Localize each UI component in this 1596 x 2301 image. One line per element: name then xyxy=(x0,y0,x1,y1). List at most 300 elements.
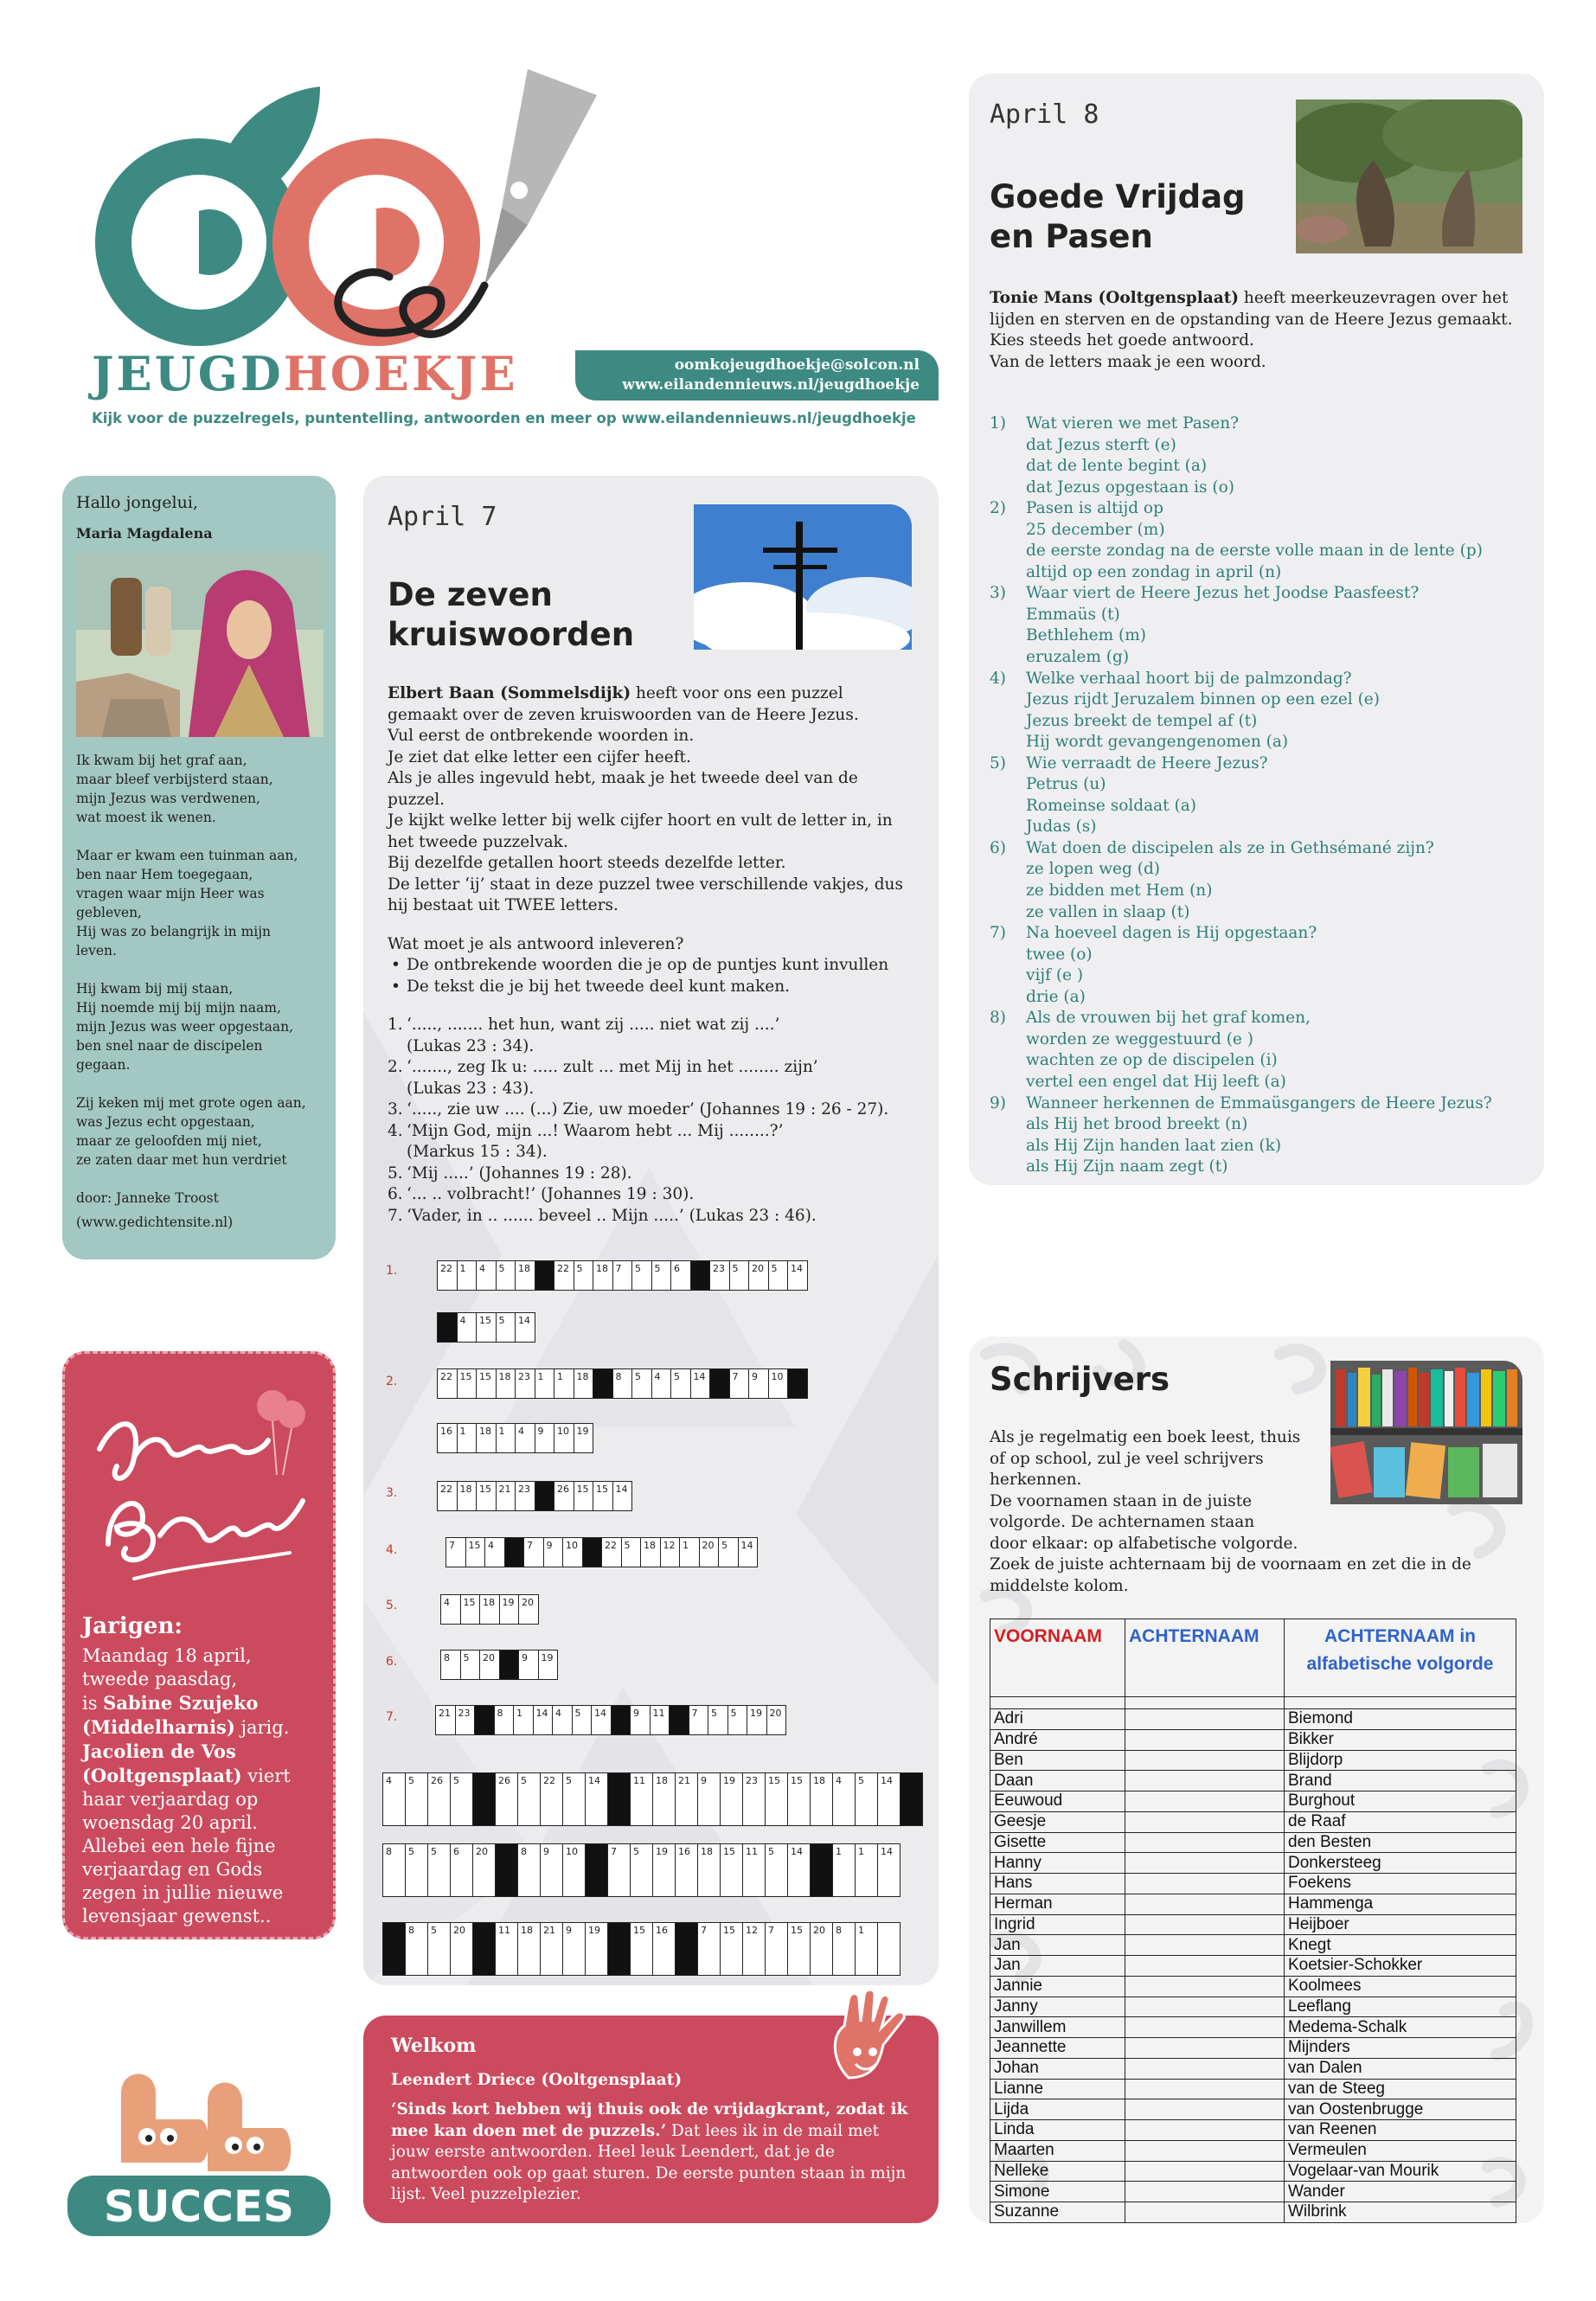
grid-cell[interactable]: 5 xyxy=(517,1772,541,1826)
grid-cell[interactable]: 9 xyxy=(543,1537,564,1567)
grid-cell[interactable]: 7 xyxy=(765,1922,788,1976)
grid-cell[interactable]: 9 xyxy=(535,1423,555,1453)
grid-cell[interactable]: 7 xyxy=(689,1705,709,1735)
achternaam-answer-cell[interactable] xyxy=(1125,2120,1285,2141)
table-row xyxy=(990,2017,1516,2038)
achternaam-answer-cell[interactable] xyxy=(1125,1956,1285,1977)
grid-cell[interactable]: 4 xyxy=(382,1772,406,1826)
crossword-grid-row xyxy=(383,1843,901,1897)
achternaam-answer-cell[interactable] xyxy=(1125,1791,1285,1812)
achternaam-alfabetisch-cell: Foekens xyxy=(1285,1874,1516,1894)
quiz-answer-option[interactable]: de eerste zondag na de eerste volle maan in de lente (p) xyxy=(1026,542,1483,561)
quiz-answer-option[interactable]: wachten ze op de discipelen (i) xyxy=(1026,1051,1278,1070)
grid-cell[interactable]: 26 xyxy=(495,1772,518,1826)
achternaam-alfabetisch-cell: van Oostenbrugge xyxy=(1285,2099,1516,2120)
grid-cell[interactable]: 8 xyxy=(405,1922,428,1976)
grid-cell[interactable]: 11 xyxy=(495,1922,518,1976)
grid-cell[interactable]: 7 xyxy=(612,1260,633,1291)
grid-cell[interactable]: 18 xyxy=(517,1922,541,1976)
grid-cell[interactable]: 8 xyxy=(517,1843,541,1897)
grid-cell[interactable]: 19 xyxy=(574,1423,594,1453)
grid-cell[interactable]: 11 xyxy=(630,1772,653,1826)
grid-cell[interactable]: 15 xyxy=(460,1594,481,1625)
achternaam-answer-cell[interactable] xyxy=(1125,1935,1285,1956)
grid-cell[interactable]: 4 xyxy=(515,1423,535,1453)
quiz-answer-option[interactable]: Petrus (u) xyxy=(1026,775,1106,794)
grid-cell[interactable]: 5 xyxy=(729,1260,750,1291)
achternaam-answer-cell[interactable] xyxy=(1125,2161,1285,2182)
grid-cell[interactable]: 7 xyxy=(697,1922,721,1976)
achternaam-alfabetisch-cell: van Dalen xyxy=(1285,2058,1516,2079)
crossword-grid-row xyxy=(383,1772,923,1826)
achternaam-alfabetisch-cell: Bikker xyxy=(1285,1729,1516,1750)
grid-cell[interactable]: 23 xyxy=(515,1368,535,1399)
grid-cell[interactable]: 20 xyxy=(699,1537,720,1567)
grid-cell[interactable]: 14 xyxy=(591,1705,612,1735)
achternaam-alfabetisch-cell: de Raaf xyxy=(1285,1811,1516,1832)
grid-cell[interactable]: 1 xyxy=(496,1423,516,1453)
table-row xyxy=(990,1956,1516,1977)
grid-cell[interactable]: 19 xyxy=(747,1705,767,1735)
achternaam-answer-cell[interactable] xyxy=(1125,2202,1285,2223)
grid-cell[interactable]: 5 xyxy=(427,1843,451,1897)
achternaam-answer-cell[interactable] xyxy=(1125,1750,1285,1771)
grid-cell[interactable]: 15 xyxy=(630,1922,653,1976)
grid-cell[interactable]: 22 xyxy=(437,1481,458,1511)
grid-cell[interactable]: 1 xyxy=(679,1537,700,1567)
grid-cell[interactable]: 19 xyxy=(720,1772,743,1826)
quiz-answer-option[interactable]: als Hij Zijn naam zegt (t) xyxy=(1026,1157,1228,1176)
grid-cell[interactable]: 16 xyxy=(675,1843,698,1897)
voornaam-cell: Gisette xyxy=(990,1832,1125,1853)
poem-author: door: Janneke Troost xyxy=(76,1190,219,1206)
grid-cell[interactable]: 18 xyxy=(457,1481,478,1511)
grid-cell-black xyxy=(535,1481,555,1511)
grid-cell[interactable]: 5 xyxy=(496,1312,516,1343)
crossword-bullets xyxy=(388,955,915,997)
poem-source[interactable]: (www.gedichtensite.nl) xyxy=(76,1215,234,1230)
grid-cell[interactable]: 5 xyxy=(405,1843,428,1897)
grid-cell[interactable]: 20 xyxy=(518,1594,539,1625)
crossword-grid-row xyxy=(436,1705,786,1735)
grid-cell[interactable]: 26 xyxy=(554,1481,574,1511)
welkom-name: Leendert Driece (Ooltgensplaat) xyxy=(391,2071,683,2089)
achternaam-answer-cell[interactable] xyxy=(1125,1811,1285,1832)
quiz-question-number: 6) xyxy=(990,838,1006,857)
grid-cell[interactable] xyxy=(877,1922,901,1976)
quiz-answer-option[interactable]: dat de lente begint (a) xyxy=(1026,457,1208,476)
grid-cell[interactable]: 14 xyxy=(787,1843,811,1897)
table-row xyxy=(990,1771,1516,1791)
grid-cell[interactable]: 10 xyxy=(768,1368,789,1399)
grid-cell[interactable]: 14 xyxy=(877,1772,901,1826)
achternaam-answer-cell[interactable] xyxy=(1125,1832,1285,1853)
achternaam-answer-cell[interactable] xyxy=(1125,2182,1285,2202)
grid-cell[interactable]: 1 xyxy=(513,1705,534,1735)
grid-cell[interactable]: 14 xyxy=(877,1843,901,1897)
crossword-grid-row xyxy=(438,1368,808,1399)
quiz-answer-option[interactable]: ze lopen weg (d) xyxy=(1026,860,1161,879)
grid-cell[interactable]: 20 xyxy=(810,1922,833,1976)
grid-cell[interactable]: 15 xyxy=(476,1481,497,1511)
quiz-answer-option[interactable]: Emmaüs (t) xyxy=(1026,605,1120,624)
grid-cell[interactable]: 20 xyxy=(766,1705,787,1735)
grid-cell[interactable]: 10 xyxy=(562,1537,583,1567)
poem-stanza-2 xyxy=(76,846,322,960)
achternaam-answer-cell[interactable] xyxy=(1125,2079,1285,2099)
grid-cell[interactable]: 7 xyxy=(607,1843,631,1897)
quiz-answer-option[interactable]: vertel een engel dat Hij leeft (a) xyxy=(1026,1072,1286,1091)
achternaam-alfabetisch-cell: Mijnders xyxy=(1285,2038,1516,2059)
table-row xyxy=(990,1853,1516,1874)
quiz-answer-option[interactable]: als Hij het brood breekt (n) xyxy=(1026,1115,1248,1134)
grid-cell-black xyxy=(593,1368,613,1399)
grid-cell[interactable]: 9 xyxy=(540,1843,563,1897)
birthday-name-2: Jacolien de Vos (Ooltgensplaat) xyxy=(82,1740,242,1786)
quiz-question-number: 2) xyxy=(990,499,1006,518)
grid-cell[interactable]: 20 xyxy=(450,1922,473,1976)
poem-stanza-4 xyxy=(76,1093,322,1170)
table-row xyxy=(990,1709,1516,1730)
quiz-answer-option[interactable]: 25 december (m) xyxy=(1026,520,1165,539)
column-header-alfabetisch: ACHTERNAAM in alfabetische volgorde xyxy=(1285,1619,1516,1697)
grid-cell[interactable]: 18 xyxy=(515,1260,535,1291)
crossword-grid-row xyxy=(438,1423,593,1453)
quiz-question xyxy=(990,413,1526,435)
grid-cell[interactable]: 10 xyxy=(554,1423,574,1453)
grid-cell[interactable]: 12 xyxy=(742,1922,766,1976)
grid-cell[interactable]: 15 xyxy=(787,1922,811,1976)
voornaam-cell: Ben xyxy=(990,1750,1125,1771)
crossword-line: Als je alles ingevuld hebt, maak je het tweede deel van de puzzel. xyxy=(388,769,858,809)
poem-line: ze zaten daar met hun verdriet xyxy=(76,1152,287,1168)
welkom-rest: Dat lees ik in de mail met jouw eerste antwoorden. Heel leuk Leendert, dat je de antwoorden ook op gaat sturen. De eerste punten staan in mijn lijst. Veel puzzelplezier. xyxy=(391,2121,907,2203)
poem-line: wat moest ik wenen. xyxy=(76,810,216,825)
grid-cell[interactable]: 6 xyxy=(450,1843,473,1897)
achternaam-alfabetisch-cell: Koetsier-Schokker xyxy=(1285,1956,1516,1977)
grid-cell[interactable]: 15 xyxy=(457,1368,478,1399)
crossword-question: Wat moet je als antwoord inleveren? xyxy=(388,934,684,953)
crossword-clue-1: 1. ‘....., ....... het hun, want zij ..... niet wat zij ....’ (Lukas 23 : 34). xyxy=(388,1016,780,1055)
grid-cell[interactable]: 21 xyxy=(435,1705,456,1735)
grid-cell[interactable]: 22 xyxy=(437,1260,458,1291)
grid-cell[interactable]: 5 xyxy=(621,1537,642,1567)
quiz-question xyxy=(990,1093,1526,1115)
voornaam-cell: Janny xyxy=(990,1997,1125,2017)
grid-cell[interactable]: 7 xyxy=(445,1537,466,1567)
table-row xyxy=(990,1914,1516,1935)
achternaam-answer-cell[interactable] xyxy=(1125,2058,1285,2079)
grid-cell[interactable]: 14 xyxy=(738,1537,759,1567)
grid-cell[interactable]: 5 xyxy=(855,1772,878,1826)
grid-cell[interactable]: 1 xyxy=(832,1843,856,1897)
birthday-text-2: tweede paasdag, xyxy=(82,1669,238,1689)
quiz-answer-option[interactable]: Bethlehem (m) xyxy=(1026,626,1147,645)
poem-line: maar ze geloofden mij niet, xyxy=(76,1133,262,1149)
grid-cell[interactable]: 18 xyxy=(652,1772,676,1826)
table-row xyxy=(990,2038,1516,2059)
grid-cell[interactable]: 4 xyxy=(457,1312,478,1343)
grid-cell[interactable]: 18 xyxy=(697,1843,721,1897)
table-row xyxy=(990,1894,1516,1914)
grid-cell[interactable]: 5 xyxy=(670,1368,691,1399)
voornaam-cell: Herman xyxy=(990,1894,1125,1914)
poem-line: leven. xyxy=(76,943,117,958)
achternaam-answer-cell[interactable] xyxy=(1125,1894,1285,1914)
quiz-answer-option[interactable]: vijf (e ) xyxy=(1026,966,1084,985)
grid-cell[interactable]: 23 xyxy=(515,1481,535,1511)
quiz-question-number: 7) xyxy=(990,924,1006,943)
grid-cell[interactable]: 18 xyxy=(476,1423,497,1453)
schrijvers-panel xyxy=(969,1336,1544,2223)
grid-cell[interactable]: 5 xyxy=(405,1772,428,1826)
quiz-question-number: 4) xyxy=(990,669,1006,688)
grid-cell[interactable]: 14 xyxy=(515,1312,535,1343)
grid-cell[interactable]: 21 xyxy=(675,1772,698,1826)
grid-cell-black xyxy=(669,1705,689,1735)
crossword-grid-row xyxy=(438,1312,535,1343)
quiz-answer-option[interactable]: Romeinse soldaat (a) xyxy=(1026,796,1196,815)
grid-cell[interactable]: 18 xyxy=(479,1594,500,1625)
crossword-clues xyxy=(388,1015,915,1227)
quiz-answer-option[interactable]: twee (o) xyxy=(1026,945,1093,964)
crossword-bullet: • De tekst die je bij het tweede deel kunt maken. xyxy=(388,977,915,998)
grid-cell[interactable]: 5 xyxy=(765,1843,788,1897)
grid-cell[interactable]: 5 xyxy=(574,1260,594,1291)
grid-cell[interactable]: 21 xyxy=(496,1481,516,1511)
grid-cell[interactable]: 20 xyxy=(479,1650,500,1680)
grid-cell[interactable]: 19 xyxy=(652,1843,676,1897)
grid-cell[interactable]: 11 xyxy=(742,1843,766,1897)
voornaam-cell: Jan xyxy=(990,1935,1125,1956)
grid-cell[interactable]: 22 xyxy=(437,1368,458,1399)
grid-cell[interactable]: 14 xyxy=(585,1772,608,1826)
grid-cell[interactable]: 15 xyxy=(574,1481,594,1511)
poem-stanza-3 xyxy=(76,979,322,1074)
achternaam-answer-cell[interactable] xyxy=(1125,1976,1285,1997)
grid-cell[interactable]: 18 xyxy=(593,1260,613,1291)
grid-cell[interactable]: 4 xyxy=(552,1705,573,1735)
grid-cell[interactable]: 15 xyxy=(720,1843,743,1897)
achternaam-alfabetisch-cell: van de Steeg xyxy=(1285,2079,1516,2099)
voornaam-cell: Hanny xyxy=(990,1853,1125,1874)
achternaam-answer-cell[interactable] xyxy=(1125,1997,1285,2017)
grid-cell[interactable]: 12 xyxy=(660,1537,681,1567)
grid-cell[interactable]: 26 xyxy=(427,1772,451,1826)
quiz-answer-option[interactable]: worden ze weggestuurd (e ) xyxy=(1026,1029,1253,1048)
logo-title-jeugd: JEUGD xyxy=(92,346,284,401)
table-row xyxy=(990,2120,1516,2141)
grid-cell[interactable]: 15 xyxy=(593,1481,613,1511)
crossword-title-line2: kruiswoorden xyxy=(388,616,635,653)
grid-cell[interactable]: 1 xyxy=(535,1368,555,1399)
grid-cell[interactable]: 8 xyxy=(612,1368,633,1399)
quiz-answer-option[interactable]: dat Jezus sterft (e) xyxy=(1026,435,1176,454)
grid-cell[interactable]: 9 xyxy=(518,1650,539,1680)
grid-cell[interactable]: 1 xyxy=(457,1260,478,1291)
quiz-intro-rest: heeft meerkeuzevragen over het lijden en sterven en de opstanding van de Heere Jezus gemaakt. xyxy=(990,289,1513,329)
grid-cell[interactable]: 5 xyxy=(727,1705,748,1735)
grid-cell[interactable]: 23 xyxy=(709,1260,730,1291)
contact-email[interactable]: oomkojeugdhoekje@solcon.nl xyxy=(674,356,920,374)
grid-cell[interactable]: 18 xyxy=(496,1368,516,1399)
grid-cell[interactable]: 4 xyxy=(484,1537,505,1567)
grid-cell[interactable]: 14 xyxy=(690,1368,711,1399)
logo-ring-teal-icon xyxy=(95,138,303,346)
grid-cell[interactable]: 18 xyxy=(574,1368,594,1399)
quiz-answer-option[interactable]: dat Jezus opgestaan is (o) xyxy=(1026,478,1235,497)
grid-cell[interactable]: 8 xyxy=(440,1650,461,1680)
quiz-answer-option[interactable]: Hij wordt gevangengenomen (a) xyxy=(1026,733,1289,752)
grid-cell[interactable]: 1 xyxy=(554,1368,574,1399)
contact-website[interactable]: www.eilandennieuws.nl/jeugdhoekje xyxy=(622,376,920,394)
grid-cell[interactable]: 14 xyxy=(612,1481,633,1511)
grid-cell[interactable]: 18 xyxy=(640,1537,661,1567)
grid-cell[interactable]: 18 xyxy=(810,1772,833,1826)
table-row xyxy=(990,2202,1516,2223)
crossword-clue-3: 3. ‘....., zie uw .... (...) Zie, uw moeder’ (Johannes 19 : 26 - 27). xyxy=(388,1100,889,1118)
grid-cell-black xyxy=(499,1650,520,1680)
grid-cell[interactable]: 10 xyxy=(562,1843,586,1897)
grid-cell[interactable]: 5 xyxy=(651,1260,672,1291)
quiz-panel xyxy=(969,74,1544,1185)
grid-cell[interactable]: 8 xyxy=(494,1705,515,1735)
voornaam-cell: Lijda xyxy=(990,2099,1125,2120)
grid-cell[interactable]: 9 xyxy=(697,1772,721,1826)
grid-cell[interactable]: 23 xyxy=(742,1772,766,1826)
quiz-answer-option[interactable]: ze vallen in slaap (t) xyxy=(1026,902,1190,921)
achternaam-answer-cell[interactable] xyxy=(1125,2140,1285,2161)
grid-cell[interactable]: 7 xyxy=(729,1368,750,1399)
succes-label: SUCCES xyxy=(103,2182,295,2232)
grid-cell[interactable]: 1 xyxy=(855,1843,878,1897)
voornaam-cell: Jannie xyxy=(990,1976,1125,1997)
quiz-answer-option[interactable]: als Hij Zijn handen laat zien (k) xyxy=(1026,1136,1282,1155)
achternaam-alfabetisch-cell: Vogelaar-van Mourik xyxy=(1285,2161,1516,2182)
quiz-question xyxy=(990,669,1526,690)
grid-cell[interactable]: 9 xyxy=(562,1922,586,1976)
grid-cell[interactable]: 19 xyxy=(538,1650,559,1680)
grid-cell[interactable]: 16 xyxy=(652,1922,676,1976)
poem-line: maar bleef verbijsterd staan, xyxy=(76,772,273,787)
grid-cell-black xyxy=(607,1922,631,1976)
quiz-question xyxy=(990,923,1526,945)
grid-cell[interactable]: 14 xyxy=(533,1705,554,1735)
grid-cell[interactable]: 1 xyxy=(457,1423,478,1453)
grid-cell-black xyxy=(607,1772,631,1826)
quiz-answer-option[interactable]: ze bidden met Hem (n) xyxy=(1026,881,1213,901)
poem-line: Zij keken mij met grote ogen aan, xyxy=(76,1095,306,1111)
grid-cell[interactable]: 4 xyxy=(832,1772,856,1826)
grid-cell-black xyxy=(472,1772,496,1826)
grid-cell[interactable]: 5 xyxy=(496,1260,516,1291)
grid-cell[interactable]: 4 xyxy=(651,1368,672,1399)
logo-ring-coral-icon xyxy=(272,138,480,346)
grid-cell[interactable]: 9 xyxy=(748,1368,769,1399)
grid-cell[interactable]: 6 xyxy=(670,1260,691,1291)
quiz-answer-option[interactable]: Jezus breekt de tempel af (t) xyxy=(1026,711,1258,730)
grid-cell[interactable]: 5 xyxy=(427,1922,451,1976)
grid-cell[interactable]: 5 xyxy=(718,1537,739,1567)
grid-cell[interactable]: 15 xyxy=(476,1312,497,1343)
grid-cell-black xyxy=(474,1705,495,1735)
achternaam-answer-cell[interactable] xyxy=(1125,2017,1285,2038)
achternaam-alfabetisch-cell: van Reenen xyxy=(1285,2120,1516,2141)
quiz-answer-option[interactable]: altijd op een zondag in april (n) xyxy=(1026,562,1282,581)
crossword-grid-row xyxy=(441,1594,539,1625)
grid-cell[interactable]: 5 xyxy=(562,1772,586,1826)
grid-cell[interactable]: 15 xyxy=(787,1772,811,1826)
quiz-answer-option[interactable]: Jezus rijdt Jeruzalem binnen op een ezel (e) xyxy=(1026,690,1380,709)
achternaam-answer-cell[interactable] xyxy=(1125,2099,1285,2120)
grid-cell[interactable]: 5 xyxy=(460,1650,481,1680)
grid-cell[interactable]: 5 xyxy=(631,1260,652,1291)
schrijvers-title: Schrijvers xyxy=(990,1361,1170,1398)
achternaam-answer-cell[interactable] xyxy=(1125,1709,1285,1730)
grid-label: 1. xyxy=(386,1264,398,1278)
grid-cell[interactable]: 1 xyxy=(855,1922,878,1976)
grid-cell[interactable]: 11 xyxy=(650,1705,670,1735)
grid-cell[interactable]: 19 xyxy=(585,1922,608,1976)
achternaam-answer-cell[interactable] xyxy=(1125,1853,1285,1874)
grid-cell[interactable]: 19 xyxy=(499,1594,520,1625)
grid-cell[interactable]: 9 xyxy=(630,1705,651,1735)
grid-cell[interactable]: 7 xyxy=(523,1537,544,1567)
achternaam-answer-cell[interactable] xyxy=(1125,1914,1285,1935)
grid-cell[interactable]: 5 xyxy=(768,1260,789,1291)
achternaam-answer-cell[interactable] xyxy=(1125,1771,1285,1791)
poem-line: Ik kwam bij het graf aan, xyxy=(76,753,247,768)
grid-cell[interactable]: 5 xyxy=(630,1843,653,1897)
grid-cell-black xyxy=(810,1843,833,1897)
quiz-question-list xyxy=(990,413,1526,1178)
grid-cell[interactable]: 22 xyxy=(601,1537,622,1567)
grid-cell[interactable]: 15 xyxy=(720,1922,743,1976)
achternaam-alfabetisch-cell: Brand xyxy=(1285,1771,1516,1791)
poem-line: ben snel naar de discipelen xyxy=(76,1038,263,1054)
grid-cell[interactable]: 15 xyxy=(465,1537,486,1567)
grid-cell[interactable]: 5 xyxy=(572,1705,593,1735)
grid-cell[interactable]: 20 xyxy=(748,1260,769,1291)
achternaam-answer-cell[interactable] xyxy=(1125,2038,1285,2059)
grid-cell[interactable]: 21 xyxy=(540,1922,563,1976)
poem-line: mijn Jezus was weer opgestaan, xyxy=(76,1019,294,1035)
grid-cell[interactable]: 16 xyxy=(437,1423,458,1453)
quiz-answer-option[interactable]: eruzalem (g) xyxy=(1026,648,1130,667)
quiz-answer-option[interactable]: Judas (s) xyxy=(1026,817,1097,836)
grid-cell[interactable]: 4 xyxy=(476,1260,497,1291)
grid-cell[interactable]: 4 xyxy=(440,1594,461,1625)
achternaam-answer-cell[interactable] xyxy=(1125,1874,1285,1894)
grid-cell[interactable]: 5 xyxy=(708,1705,728,1735)
voornaam-cell: Geesje xyxy=(990,1811,1125,1832)
grid-cell[interactable]: 22 xyxy=(554,1260,574,1291)
voornaam-cell: Maarten xyxy=(990,2140,1125,2161)
grid-cell[interactable]: 8 xyxy=(832,1922,856,1976)
grid-cell[interactable]: 22 xyxy=(540,1772,563,1826)
crossword-intro-name: Elbert Baan (Sommelsdijk) xyxy=(388,684,631,702)
grid-cell[interactable]: 15 xyxy=(765,1772,788,1826)
grid-cell[interactable]: 8 xyxy=(382,1843,406,1897)
grid-cell[interactable]: 14 xyxy=(787,1260,808,1291)
grid-cell[interactable]: 23 xyxy=(455,1705,476,1735)
achternaam-answer-cell[interactable] xyxy=(1125,1729,1285,1750)
grid-cell[interactable]: 5 xyxy=(631,1368,652,1399)
grid-cell[interactable]: 20 xyxy=(472,1843,496,1897)
grid-cell[interactable]: 15 xyxy=(476,1368,497,1399)
quiz-answer-option[interactable]: drie (a) xyxy=(1026,987,1086,1006)
grid-cell[interactable]: 5 xyxy=(450,1772,473,1826)
